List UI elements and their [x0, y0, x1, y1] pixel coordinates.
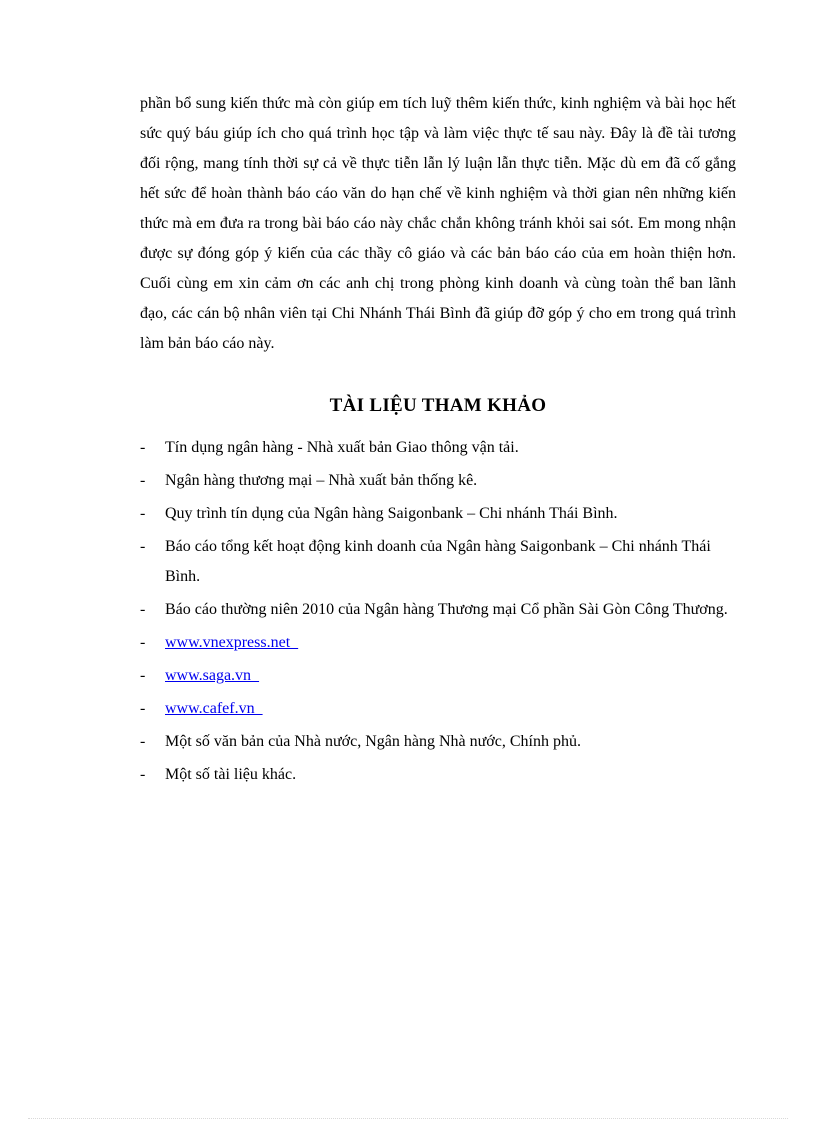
reference-text: Ngân hàng thương mại – Nhà xuất bản thống kê. [165, 472, 478, 489]
reference-text: Một số tài liệu khác. [165, 766, 297, 783]
reference-item [140, 694, 740, 724]
reference-item [140, 532, 740, 592]
reference-text: Báo cáo tổng kết hoạt động kinh doanh của Ngân hàng Saigonbank – Chi nhánh Thái Bình. [165, 538, 711, 585]
bullet-dash: - [140, 538, 146, 555]
reference-item [140, 628, 740, 658]
bullet-dash: - [140, 439, 146, 456]
reference-text: Một số văn bản của Nhà nước, Ngân hàng Nhà nước, Chính phủ. [165, 733, 581, 750]
reference-item [140, 466, 740, 496]
bullet-dash: - [140, 472, 146, 489]
page-bottom-divider [28, 1118, 788, 1119]
references-heading: TÀI LIỆU THAM KHẢO [329, 395, 547, 416]
bullet-dash: - [140, 766, 146, 783]
reference-link-saga[interactable]: www.saga.vn [165, 667, 260, 684]
reference-item [140, 727, 740, 757]
bullet-dash: - [140, 601, 146, 618]
bullet-dash: - [140, 634, 146, 651]
reference-link-vnexpress[interactable]: www.vnexpress.net [165, 634, 299, 651]
reference-text: Quy trình tín dụng của Ngân hàng Saigonbank – Chi nhánh Thái Bình. [165, 505, 618, 522]
reference-text: Báo cáo thường niên 2010 của Ngân hàng Thương mại Cổ phần Sài Gòn Công Thương. [165, 601, 728, 618]
reference-link-cafef[interactable]: www.cafef.vn [165, 700, 263, 717]
bullet-dash: - [140, 733, 146, 750]
reference-text: Tín dụng ngân hàng - Nhà xuất bản Giao thông vận tải. [165, 439, 519, 456]
references-list [140, 433, 740, 793]
reference-item [140, 595, 740, 625]
reference-item [140, 433, 740, 463]
bullet-dash: - [140, 667, 146, 684]
bullet-dash: - [140, 505, 146, 522]
reference-item [140, 661, 740, 691]
reference-item [140, 499, 740, 529]
body-paragraph: phần bổ sung kiến thức mà còn giúp em tích luỹ thêm kiến thức, kinh nghiệm và bài học hết sức quý báu giúp ích cho quá trình học tập và làm việc thực tế sau này. Đây là đề tài tương đối rộng, mang tính thời sự cả về thực tiễn lẫn lý luận lẫn thực tiễn. Mặc dù em đã cố gắng hết sức để hoàn thành báo cáo văn do hạn chế về kinh nghiệm và thời gian nên những kiến thức mà em đưa ra trong bài báo cáo này chắc chắn không tránh khỏi sai sót. Em mong nhận được sự đóng góp ý kiến của các thầy cô giáo và các bản báo cáo của em hoàn thiện hơn. Cuối cùng em xin cảm ơn các anh chị trong phòng kinh doanh và cùng toàn thể ban lãnh đạo, các cán bộ nhân viên tại Chi Nhánh Thái Bình đã giúp đỡ góp ý cho em trong quá trình làm bản báo cáo này. [140, 95, 736, 352]
reference-item [140, 760, 740, 790]
bullet-dash: - [140, 700, 146, 717]
